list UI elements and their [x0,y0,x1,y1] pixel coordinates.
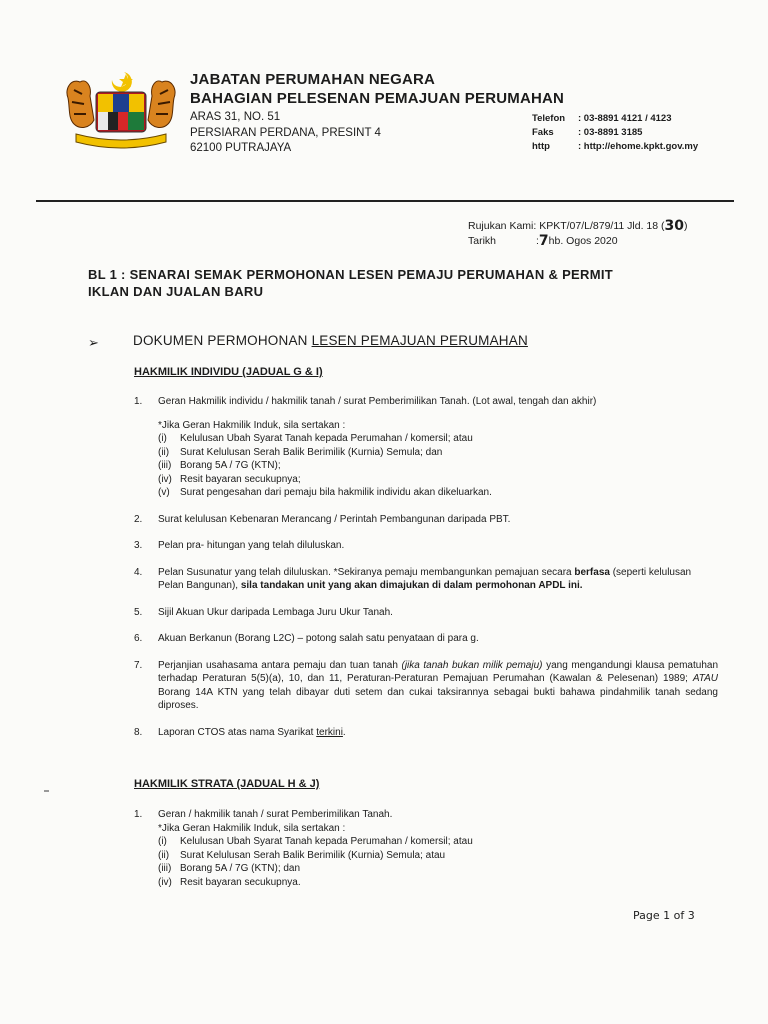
item-number: 6. [134,633,143,644]
letterhead-agency [190,70,564,157]
contact-label: Faks [532,127,554,138]
list-item [134,539,718,553]
list-item [134,513,718,527]
contact-value: : 03-8891 3185 [578,127,643,138]
sub-numeral: (iv) [158,876,172,888]
contact-fax [532,126,698,140]
item-text-part: (seperti kelulusan Pelan Bangunan), [158,566,692,591]
sub-item [158,446,718,460]
sub-text: Surat Kelulusan Serah Balik Berimilik (Kurnia) Semula; atau [180,849,446,861]
address-line: 62100 PUTRAJAYA [190,142,292,154]
division-name: BAHAGIAN PELESENAN PEMAJUAN PERUMAHAN [190,90,565,107]
section-heading-individu: HAKMILIK INDIVIDU (JADUAL G & I) [134,366,323,378]
sub-item [158,876,718,890]
contact-phone [532,112,698,126]
item-text-part: Pelan Susunatur yang telah diluluskan. *Sekiranya pemaju membangunkan pemajuan secara [158,566,575,578]
malaysia-coat-of-arms-icon [62,68,180,150]
list-item [134,395,718,500]
reference-value: : KPKT/07/L/879/11 Jld. 18 ( [533,220,665,232]
scan-artifact [44,790,49,792]
contact-label: Telefon [532,113,566,124]
sub-item [158,473,718,487]
list-item [134,606,718,620]
item-number: 1. [134,809,143,820]
list-item [134,808,718,889]
item-italic: (jika tanah bukan milik pemaju) [401,659,543,671]
contact-value: : 03-8891 4121 / 4123 [578,113,672,124]
item-text [158,808,718,889]
date-prefix: : [536,235,539,247]
item-text [158,726,718,740]
individu-items [134,395,718,752]
list-item [134,566,718,593]
reference-handwritten-number: 30 [664,218,684,234]
contact-label: http [532,141,550,152]
item-emphasis: berfasa [574,566,610,578]
item-text-part: Perjanjian usahasama antara pemaju dan tuan tanah [158,659,402,671]
sub-text: Kelulusan Ubah Syarat Tanah kepada Perumahan / komersil; atau [180,836,473,847]
item-italic: ATAU [692,673,718,684]
date-handwritten-day: 7 [538,233,549,249]
item-text [158,395,718,500]
sub-numeral: (ii) [158,446,170,458]
contact-website-link[interactable]: : http://ehome.kpkt.gov.my [578,141,699,152]
item-number: 8. [134,726,143,738]
list-item [134,632,718,646]
sub-text: Resit bayaran secukupnya; [180,473,301,485]
address-line: PERSIARAN PERDANA, PRESINT 4 [190,126,381,139]
item-text-part: Borang 14A KTN yang telah dibayar duti setem dan cukai taksirannya sebagai bukti bahawa pindahmilik tanah sedang diproses. [158,686,718,711]
item-text [158,566,718,593]
item-text: Sijil Akuan Ukur daripada Lembaga Juru Ukur Tanah. [158,606,393,618]
agency-name: JABATAN PERUMAHAN NEGARA [190,71,436,88]
reference-row [468,219,688,234]
item-number: 1. [134,396,143,407]
reference-close: ) [684,220,688,232]
item-text: Pelan pra- hitungan yang telah diluluskan. [158,540,345,551]
sub-item [158,432,718,446]
item-note: *Jika Geran Hakmilik Induk, sila sertakan : [158,822,346,834]
heading-underlined: LESEN PEMAJUAN PERUMAHAN [311,333,528,348]
strata-items [134,808,718,902]
item-text [158,659,718,713]
item-number: 4. [134,566,143,578]
date-row [468,234,688,249]
item-note: *Jika Geran Hakmilik Induk, sila sertakan : [158,419,346,431]
item-emphasis: sila tandakan unit yang akan dimajukan di dalam permohonan APDL ini. [240,580,583,591]
item-number: 3. [134,540,143,551]
page-number: Page 1 of 3 [633,909,695,922]
sub-numeral: (i) [158,433,167,444]
item-main-text: Geran Hakmilik individu / hakmilik tanah / surat Pemberimilikan Tanah. (Lot awal, tengah dan akhir) [158,396,597,407]
sub-text: Borang 5A / 7G (KTN); dan [180,863,301,874]
sub-text: Borang 5A / 7G (KTN); [180,460,281,471]
section-heading-strata: HAKMILIK STRATA (JADUAL H & J) [134,778,320,790]
item-text-part: yang mengandungi klausa pematuhan terhadap Peraturan 5(5)(a), 10, dan 11, Peraturan-Peraturan Pemajuan Perumahan (Kawalan & Pelesenan) 1989; [158,659,719,684]
sub-text: Kelulusan Ubah Syarat Tanah kepada Perumahan / komersil; atau [180,433,473,444]
item-text-part: . [342,726,346,738]
item-text-part: Laporan CTOS atas nama Syarikat [158,726,317,738]
title-line: IKLAN DAN JUALAN BARU [88,284,264,299]
sub-numeral: (iv) [158,473,172,485]
sub-numeral: (ii) [158,849,170,861]
item-main-text: Geran / hakmilik tanah / surat Pemberimilikan Tanah. [158,809,393,820]
sub-item [158,862,718,876]
date-label: Tarikh [468,235,497,247]
item-number: 5. [134,606,143,618]
list-item [134,726,718,740]
date-value: hb. Ogos 2020 [548,235,618,247]
contact-web [532,140,698,154]
sub-numeral: (iii) [158,863,172,874]
sub-numeral: (v) [158,487,170,498]
item-number: 2. [134,513,143,525]
heading-prefix: DOKUMEN PERMOHONAN [133,333,312,348]
reference-label: Rujukan Kami [468,220,534,232]
item-number: 7. [134,659,143,671]
address-line: ARAS 31, NO. 51 [190,111,281,123]
sub-item [158,835,718,849]
item-text: Surat kelulusan Kebenaran Merancang / Perintah Pembangunan daripada PBT. [158,513,511,525]
list-item [134,659,718,713]
document-heading [133,333,528,348]
arrow-bullet-icon: ➢ [88,335,99,350]
sub-text: Surat Kelulusan Serah Balik Berimilik (Kurnia) Semula; dan [180,446,443,458]
sub-numeral: (i) [158,836,167,847]
agency-address [190,110,564,157]
title-line: BL 1 : SENARAI SEMAK PERMOHONAN LESEN PEMAJU PERUMAHAN & PERMIT [88,267,613,282]
reference-block [468,219,688,249]
sub-item [158,849,718,863]
sub-item [158,459,718,473]
checklist-title [88,266,728,300]
contact-block [532,112,698,154]
item-underlined: terkini [316,726,343,738]
letterhead-divider [36,200,734,202]
sub-numeral: (iii) [158,460,172,471]
sub-text: Surat pengesahan dari pemaju bila hakmilik individu akan dikeluarkan. [180,487,492,498]
sub-item [158,486,718,500]
sub-text: Resit bayaran secukupnya. [180,876,301,888]
item-text: Akuan Berkanun (Borang L2C) – potong salah satu penyataan di para g. [158,633,479,644]
